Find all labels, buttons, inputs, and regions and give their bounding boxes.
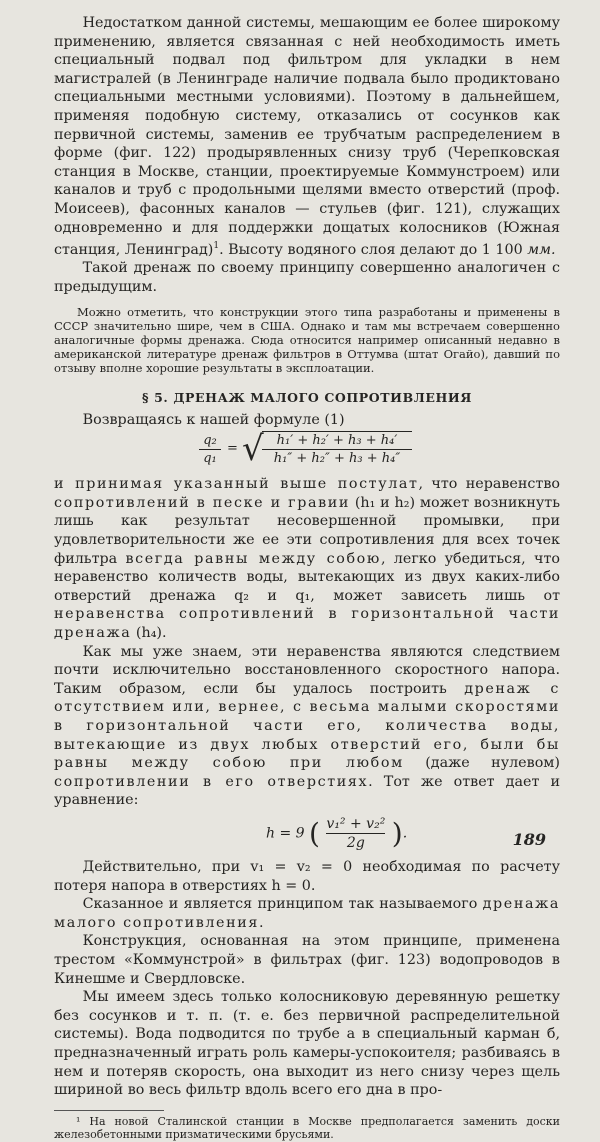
paragraph-2: Такой дренаж по своему принципу совершенно аналогичен с предыдущим. <box>54 260 560 296</box>
text: (h₁ и h₂) может возникнуть лишь как результат несовершенной промывки, при удовлетворительности же ее эти сопротивления для всех точек фильтра <box>54 494 560 567</box>
text: (h₄). <box>131 625 167 642</box>
spaced-text: неравенства сопротивлений в горизонтальной части дренажа <box>54 606 560 642</box>
text: Сказанное и является принципом так называемого <box>82 896 483 913</box>
spaced-text: дренажа малого сопротивления <box>54 896 560 931</box>
paragraph-4 <box>54 475 560 642</box>
spaced-text: и принимая указанный выше постулат <box>54 476 419 493</box>
formula-2 <box>54 810 560 858</box>
text: , что неравенство <box>418 476 560 493</box>
paragraph-8: Конструкция, основанная на этом принципе, применена трестом «Коммунстрой» в фильтрах (фиг. 123) водопроводов в Кинешме и Свердловске. <box>54 933 560 987</box>
text: Как мы уже знаем, эти неравенства являются следствием почти исключительно восстановленного скоростного напора. Таким образом, если бы удалось построить <box>54 643 560 697</box>
formula-1-rhs-denominator: h₁″ + h₂″ + h₃ + h₄″ <box>273 451 401 467</box>
paragraph-3: Возвращаясь к нашей формуле (1) <box>82 411 345 428</box>
paragraph-6: Действительно, при v₁ = v₂ = 0 необходимая по расчету потеря напора в отверстиях h = 0. <box>54 858 560 894</box>
spaced-text: сопротивлений в песке и гравии <box>54 494 351 511</box>
formula-2-end: . <box>402 825 408 842</box>
formula-2-fraction <box>326 816 385 851</box>
spaced-text: дренаж с отсутствием или, вернее, с весьма малыми скоростями в горизонтальной части его, количества воды, вытекающие из двух любых отверстий его, были бы равны между собою при любом <box>54 680 560 772</box>
formula-1-lhs-numerator: q₂ <box>203 433 217 449</box>
unit-mm: мм. <box>527 241 556 258</box>
text: . Тот же ответ дает и уравнение: <box>54 773 560 809</box>
formula-1-rhs-numerator: h₁′ + h₂′ + h₃ + h₄′ <box>276 433 398 449</box>
spaced-text: всегда равны между собою <box>125 550 381 567</box>
paragraph-9: Мы имеем здесь только колосниковую деревянную решетку без сосунков и т. п. (т. е. без первичной распределительной системы). Вода подводится по трубе а в специальный карман б, предназначенный играть роль камеры-успокоителя; разбиваясь в нем и потеряв скорость, она выходит из него снизу через щель шириной во весь фильтр вдоль всего его дна в про- <box>54 989 560 1099</box>
formula-1-rhs <box>262 431 412 466</box>
page-number: 189 <box>512 830 546 849</box>
paragraph-1-text: Недостатком данной системы, мешающим ее более широкому применению, является связанная с ней необходимость иметь специальный подвал под фильтром для укладки в нем магистралей (в Ленинграде наличие подвала было продиктовано специальными местными условиями). Поэтому в дальнейшем, применяя подобную систему, отказались от сосунков как первичной системы, заменив ее трубчатым распределением в форме (фиг. 122) продырявленных снизу труб (Черепковская станция в Москве, станции, проектируемые Коммунстроем) или каналов и труб с продольными щелями вместо отверстий (проф. Моисеев), фасонных каналов — стульев (фиг. 121), служащих одновременно и для поддержки дощатых колосников (Южная станция, Ленинград) <box>54 15 560 258</box>
text: . <box>259 914 264 931</box>
paragraph-5 <box>54 643 560 810</box>
footnote-marker: 1 <box>213 241 220 252</box>
paragraph-1 <box>54 14 560 259</box>
footnote: ¹ На новой Сталинской станции в Москве предполагается заменить доски железобетонными призматическими брусьями. <box>54 1114 560 1142</box>
paragraph-1-end: . Высоту водяного слоя делают до 1 100 <box>219 241 528 258</box>
formula-1 <box>54 429 560 475</box>
section-heading: § 5. ДРЕНАЖ МАЛОГО СОПРОТИВЛЕНИЯ <box>142 389 472 405</box>
formula-2-numerator: v₁² + v₂² <box>326 815 386 832</box>
formula-1-lhs-denominator: q₁ <box>203 451 217 467</box>
footnote-rule <box>54 1110 164 1111</box>
spaced-text: сопротивлении в его отверстиях <box>54 773 369 790</box>
small-print-note: Можно отметить, что конструкции этого типа разработаны и применены в СССР значительно шире, чем в США. Однако и там мы встречаем совершенно аналогичные формы дренажа. Сюда относится например описанный недавно в американской литературе дренаж фильтров в Оттумва (штат Огайо), давший по отзыву вполне хорошие результаты в эксплоатации. <box>54 304 560 376</box>
formula-2-body: h = 9 ( $\frac{\text{v₁² + v₂²}}{2g}$ ). <box>266 815 408 851</box>
formula-2-lhs: h = 9 <box>266 825 305 842</box>
formula-1-equals: = <box>227 441 238 457</box>
formula-2-denominator: 2g <box>346 834 365 851</box>
text: (даже нулевом) <box>403 755 561 772</box>
paragraph-7 <box>54 895 560 932</box>
radical-sign: √ <box>242 429 264 470</box>
formula-1-lhs <box>199 433 221 466</box>
text: , легко убедиться, что неравенство количеств воды, вытекающих из двух каких-либо отверстий дренажа q₂ и q₁, может зависеть лишь от <box>54 550 560 604</box>
